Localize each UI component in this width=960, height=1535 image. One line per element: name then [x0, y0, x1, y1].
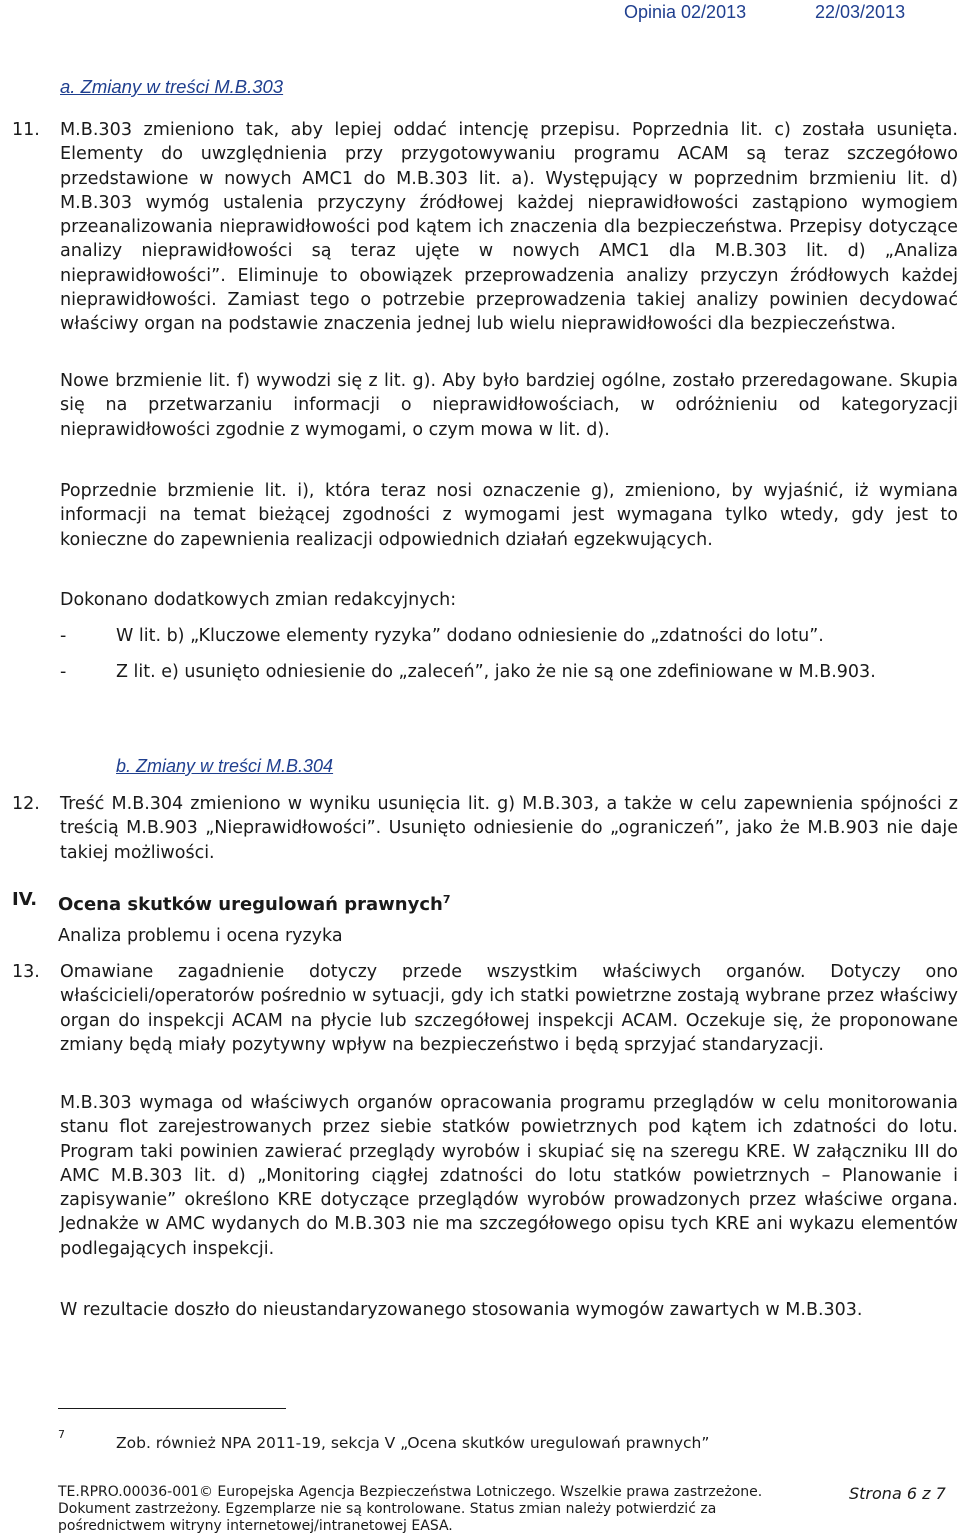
bullet-dash: -: [60, 662, 67, 682]
footer-disclaimer: Dokument zastrzeżony. Egzemplarze nie są kontrolowane. Status zmian należy potwierdzić za pośrednictwem witryny internetowej/intranetowej EASA.: [58, 1501, 717, 1534]
section-iv-subtitle: Analiza problemu i ocena ryzyka: [58, 926, 343, 946]
footer-copyright: TE.RPRO.00036-001© Europejska Agencja Bezpieczeństwa Lotniczego. Wszelkie prawa zastrzeżone.: [58, 1484, 763, 1500]
paragraph-12-text: Treść M.B.304 zmieniono w wyniku usunięcia lit. g) M.B.303, a także w celu zapewnienia spójności z treścią M.B.903 „Nieprawidłowości”. Usunięto odniesienie do „ograniczeń”, jako że M.B.903 nie daje takiej możliwości.: [60, 794, 958, 863]
paragraph-11-editorial-intro: Dokonano dodatkowych zmian redakcyjnych:: [60, 590, 457, 610]
paragraph-13-text: Omawiane zagadnienie dotyczy przede wszystkim właściwych organów. Dotyczy ono właścicieli/operatorów pośrednio w sytuacji, gdy ich statki powietrzne zostają wybrane przez właściwy organ do inspekcji ACAM na płycie lub szczegółowej inspekcji ACAM. Oczekuje się, że proponowane zmiany będą miały pozytywny wpływ na bezpieczeństwo i będą sprzyjać standaryzacji.: [60, 962, 958, 1055]
section-iv-heading: [58, 888, 450, 917]
paragraph-11-new-wording: Nowe brzmienie lit. f) wywodzi się z lit. g). Aby było bardziej ogólne, zostało przeredagowane. Skupia się na przetwarzaniu informacji o nieprawidłowościach, w odróżnieniu od kategoryzacji nieprawidłowości zgodnie z wymogami, o czym mowa w lit. d).: [60, 371, 958, 440]
section-iv-number: IV.: [12, 889, 38, 910]
paragraph-11-previous-wording: Poprzednie brzmienie lit. i), która teraz nosi oznaczenie g), zmieniono, by wyjaśnić, iż wymiana informacji na temat bieżącej zgodności z wymogami jest wymagana tylko wtedy, gdy jest to konieczne do zapewnienia realizacji odpowiednich działań egzekwujących.: [60, 481, 958, 550]
footnote-separator: [58, 1408, 286, 1409]
paragraph-number-13: 13.: [12, 962, 40, 982]
document-opinion-number: Opinia 02/2013: [624, 2, 747, 22]
footnote-number: 7: [58, 1428, 65, 1441]
footer-notice: [58, 1484, 818, 1535]
section-iv-title: Ocena skutków uregulowań prawnych: [58, 894, 443, 915]
paragraph-number-12: 12.: [12, 794, 40, 814]
section-a-heading: a. Zmiany w treści M.B.303: [60, 76, 284, 97]
paragraph-11-text: M.B.303 zmieniono tak, aby lepiej oddać intencję przepisu. Poprzednia lit. c) została usunięta. Elementy do uwzględnienia przy przygotowywaniu programu ACAM są teraz szczegółowo przedstawione w nowych AMC1 do M.B.303 lit. a). Występujący w poprzednim brzmieniu lit. d) M.B.303 wymóg ustalenia przyczyny źródłowej każdej nieprawidłowości zastąpiono wymogiem przeanalizowania nieprawidłowości pod kątem ich znaczenia dla bezpieczeństwa. Przepisy dotyczące analizy nieprawidłowości są teraz ujęte w nowych AMC1 dla M.B.303 lit. d) „Analiza nieprawidłowości”. Eliminuje to obowiązek przeprowadzenia analizy przyczyn źródłowych każdej nieprawidłowości. Zamiast tego o potrzebie przeprowadzenia takiej analizy powinien decydować właściwy organ na podstawie znaczenia jednej lub wielu nieprawidłowości dla bezpieczeństwa.: [60, 120, 958, 335]
paragraph-13-result: W rezultacie doszło do nieustandaryzowanego stosowania wymogów zawartych w M.B.303.: [60, 1300, 863, 1320]
footnote-reference: 7: [442, 893, 451, 906]
bullet-dash: -: [60, 626, 67, 646]
footnote-text: Zob. również NPA 2011-19, sekcja V „Ocena skutków uregulowań prawnych”: [116, 1434, 710, 1452]
bullet-item-2: Z lit. e) usunięto odniesienie do „zaleceń”, jako że nie są one zdefiniowane w M.B.903.: [116, 662, 876, 682]
document-date: 22/03/2013: [815, 2, 906, 22]
section-b-heading: b. Zmiany w treści M.B.304: [116, 756, 334, 776]
page-number: Strona 6 z 7: [849, 1484, 946, 1503]
bullet-item-1: W lit. b) „Kluczowe elementy ryzyka” dodano odniesienie do „zdatności do lotu”.: [116, 626, 824, 646]
paragraph-number-11: 11.: [12, 120, 40, 140]
paragraph-13-program: M.B.303 wymaga od właściwych organów opracowania programu przeglądów w celu monitorowania stanu flot zarejestrowanych przez siebie statków powietrznych pod kątem ich zdatności do lotu. Program taki powinien zawierać przeglądy wyrobów i skupiać się na szeregu KRE. W załączniku III do AMC M.B.303 lit. d) „Monitoring ciągłej zdatności do lotu statków powietrznych – Planowanie i zapisywanie” określono KRE dotyczące przeglądów wyrobów prowadzonych przez właściwe organa. Jednakże w AMC wydanych do M.B.303 nie ma szczegółowego opisu tych KRE ani wykazu elementów podlegających inspekcji.: [60, 1093, 958, 1259]
